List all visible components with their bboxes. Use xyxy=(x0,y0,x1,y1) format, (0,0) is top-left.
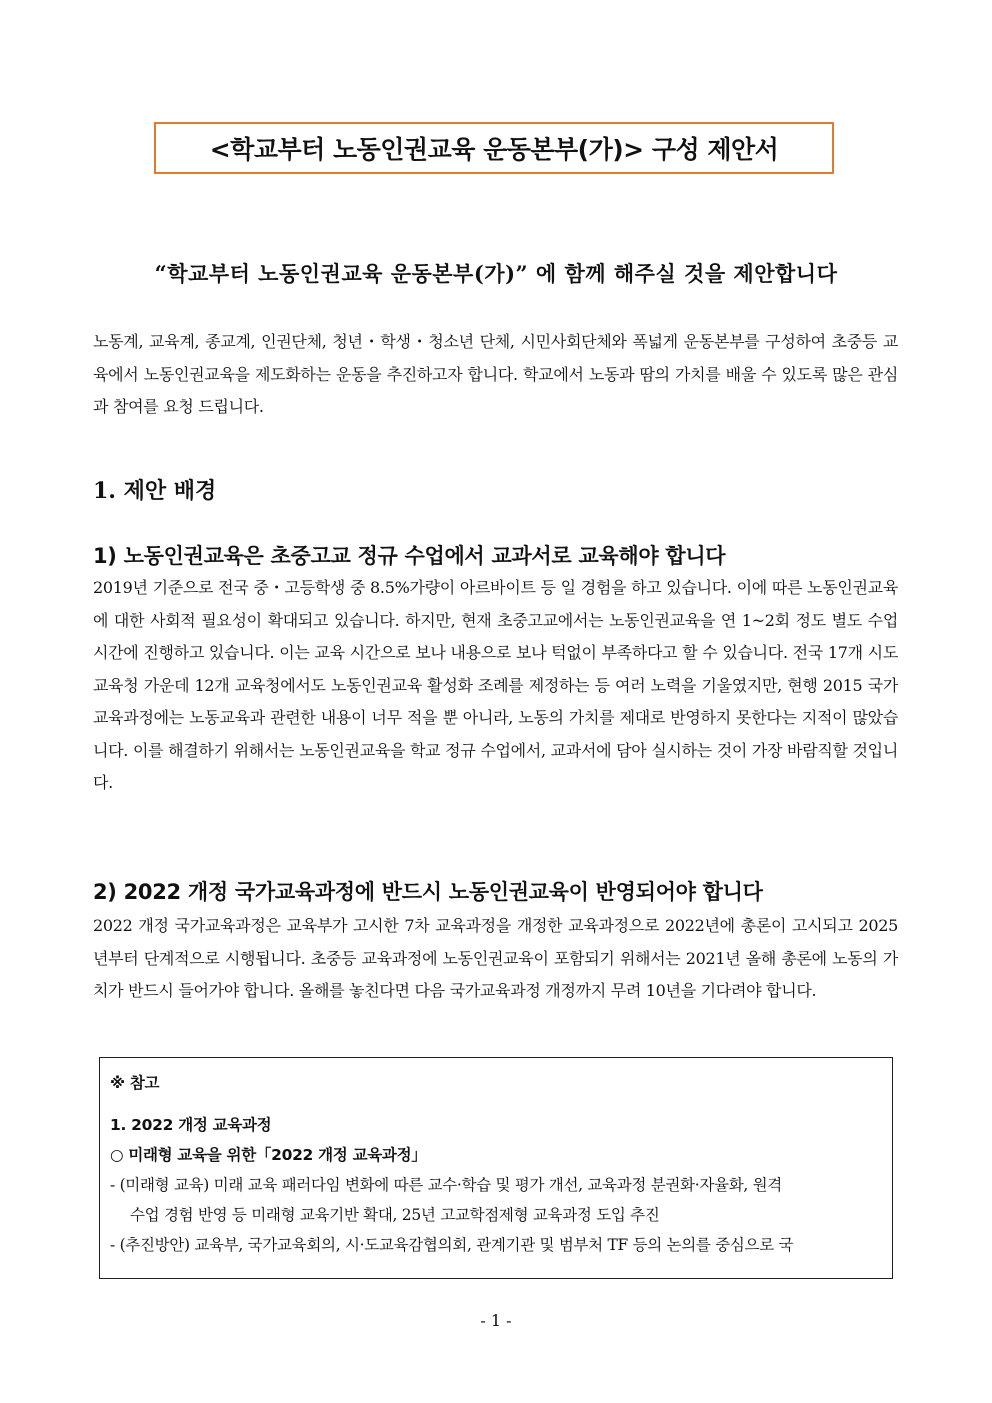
reference-label: ※ 참고 xyxy=(110,1074,160,1092)
reference-box xyxy=(99,1057,893,1279)
reference-bullet-1-line-1: - (미래형 교육) 미래 교육 패러다임 변화에 따른 교수·학습 및 평가 개선, 교육과정 분권화·자율화, 원격 xyxy=(110,1176,782,1194)
document-title: <학교부터 노동인권교육 운동본부(가)> 구성 제안서 xyxy=(209,135,779,164)
subsection-2-body: 2022 개정 국가교육과정은 교육부가 고시한 7차 교육과정을 개정한 교육과정으로 2022년에 총론이 고시되고 2025년부터 단계적으로 시행됩니다. 초중등 교육과정에 노동인권교육이 포함되기 위해서는 2021년 올해 총론에 노동의 가치가 반드시 들어가야 합니다. 올해를 놓친다면 다음 국가교육과정 개정까지 무려 10년을 기다려야 합니다. xyxy=(93,916,898,1000)
reference-circle-item: ○ 미래형 교육을 위한「2022 개정 교육과정」 xyxy=(110,1146,427,1164)
subsection-1-heading: 1) 노동인권교육은 초중고교 정규 수업에서 교과서로 교육해야 합니다 xyxy=(93,544,726,568)
document-title-box xyxy=(154,122,834,174)
page-number: - 1 - xyxy=(480,1311,512,1330)
section-1-heading: 1. 제안 배경 xyxy=(93,478,217,504)
reference-bullet-1-line-2: 수업 경험 반영 등 미래형 교육기반 확대, 25년 고교학점제형 교육과정 도입 추진 xyxy=(130,1206,660,1224)
reference-item-heading: 1. 2022 개정 교육과정 xyxy=(110,1116,272,1134)
proposal-subtitle: “학교부터 노동인권교육 운동본부(가)” 에 함께 해주실 것을 제안합니다 xyxy=(154,261,838,286)
intro-paragraph: 노동계, 교육계, 종교계, 인권단체, 청년・학생・청소년 단체, 시민사회단체와 폭넓게 운동본부를 구성하여 초중등 교육에서 노동인권교육을 제도화하는 운동을 추진하고자 합니다. 학교에서 노동과 땀의 가치를 배울 수 있도록 많은 관심과 참여를 요청 드립니다. xyxy=(93,332,898,416)
subsection-1-body: 2019년 기준으로 전국 중・고등학생 중 8.5%가량이 아르바이트 등 일 경험을 하고 있습니다. 이에 따른 노동인권교육에 대한 사회적 필요성이 확대되고 있습니다. 하지만, 현재 초중고교에서는 노동인권교육을 연 1~2회 정도 별도 수업시간에 진행하고 있습니다. 이는 교육 시간으로 보나 내용으로 보나 턱없이 부족하다고 할 수 있습니다. 전국 17개 시도교육청 가운데 12개 교육청에서도 노동인권교육 활성화 조례를 제정하는 등 여러 노력을 기울였지만, 현행 2015 국가교육과정에는 노동교육과 관련한 내용이 너무 적을 뿐 아니라, 노동의 가치를 제대로 반영하지 못한다는 지적이 많았습니다. 이를 해결하기 위해서는 노동인권교육을 학교 정규 수업에서, 교과서에 담아 실시하는 것이 가장 바람직할 것입니다. xyxy=(93,578,898,792)
reference-bullet-2-line-1: - (추진방안) 교육부, 국가교육회의, 시·도교육감협의회, 관계기관 및 범부처 TF 등의 논의를 중심으로 국 xyxy=(110,1236,794,1254)
subsection-2-heading: 2) 2022 개정 국가교육과정에 반드시 노동인권교육이 반영되어야 합니다 xyxy=(93,880,763,904)
